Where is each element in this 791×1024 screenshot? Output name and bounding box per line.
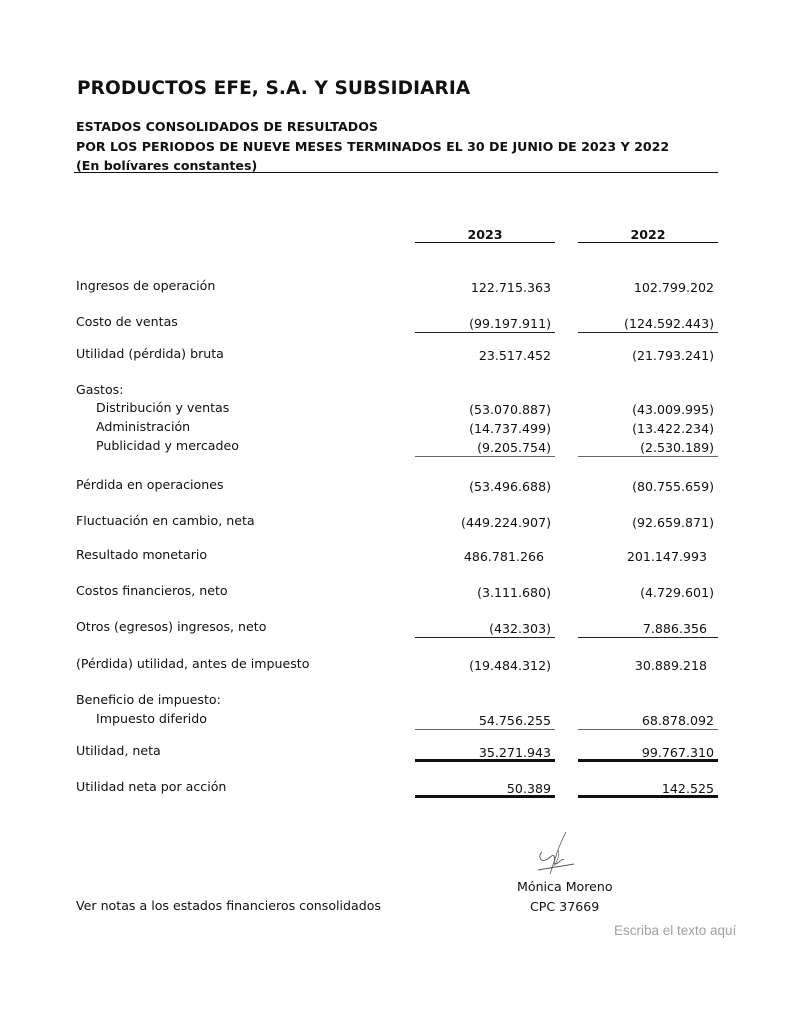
subtotal-rule bbox=[415, 456, 555, 457]
column-header-2022: 2022 bbox=[630, 227, 666, 242]
total-rule bbox=[578, 759, 718, 762]
row-value-2022: 99.767.310 bbox=[641, 745, 714, 760]
row-label-fluctuacion-cambio: Fluctuación en cambio, neta bbox=[76, 513, 255, 528]
total-rule bbox=[578, 795, 718, 798]
subtotal-rule bbox=[415, 332, 555, 333]
statement-period: POR LOS PERIODOS DE NUEVE MESES TERMINADOS EL 30 DE JUNIO DE 2023 Y 2022 bbox=[76, 139, 670, 154]
subtotal-rule bbox=[578, 637, 718, 638]
row-value-2022: (43.009.995) bbox=[632, 402, 714, 417]
row-label-otros-egresos-ingresos: Otros (egresos) ingresos, neto bbox=[76, 619, 267, 634]
row-label-beneficio-impuesto: Beneficio de impuesto: bbox=[76, 692, 221, 707]
column-header-rule-2022 bbox=[578, 242, 718, 243]
row-value-2022: 30.889.218 bbox=[634, 658, 707, 673]
signer-id: CPC 37669 bbox=[530, 899, 600, 914]
row-label-publicidad-mercadeo: Publicidad y mercadeo bbox=[96, 438, 239, 453]
total-rule bbox=[415, 795, 555, 798]
row-label-utilidad-bruta: Utilidad (pérdida) bruta bbox=[76, 346, 224, 361]
row-value-2023: 486.781.266 bbox=[463, 549, 544, 564]
row-label-impuesto-diferido: Impuesto diferido bbox=[96, 711, 207, 726]
row-label-gastos: Gastos: bbox=[76, 382, 124, 397]
row-value-2022: (2.530.189) bbox=[640, 440, 714, 455]
row-value-2023: 50.389 bbox=[506, 781, 551, 796]
signer-name: Mónica Moreno bbox=[517, 879, 613, 894]
row-value-2023: (432.303) bbox=[489, 621, 551, 636]
header-divider bbox=[74, 172, 718, 173]
row-value-2023: (19.484.312) bbox=[469, 658, 551, 673]
row-value-2022: (4.729.601) bbox=[640, 585, 714, 600]
row-label-antes-impuesto: (Pérdida) utilidad, antes de impuesto bbox=[76, 656, 310, 671]
row-label-administracion: Administración bbox=[96, 419, 191, 434]
row-value-2023: 122.715.363 bbox=[470, 280, 551, 295]
row-value-2022: (124.592.443) bbox=[624, 316, 714, 331]
company-title: PRODUCTOS EFE, S.A. Y SUBSIDIARIA bbox=[77, 78, 471, 99]
row-value-2022: 201.147.993 bbox=[626, 549, 707, 564]
row-value-2022: 142.525 bbox=[661, 781, 714, 796]
row-label-costos-financieros: Costos financieros, neto bbox=[76, 583, 228, 598]
row-value-2023: (99.197.911) bbox=[469, 316, 551, 331]
subtotal-rule bbox=[578, 332, 718, 333]
row-value-2023: (3.111.680) bbox=[477, 585, 551, 600]
row-value-2023: (53.070.887) bbox=[469, 402, 551, 417]
row-value-2022: 102.799.202 bbox=[633, 280, 714, 295]
row-value-2023: 23.517.452 bbox=[478, 348, 551, 363]
row-value-2022: 68.878.092 bbox=[641, 713, 714, 728]
text-box-placeholder[interactable]: Escriba el texto aquí bbox=[614, 923, 737, 938]
row-value-2022: (21.793.241) bbox=[632, 348, 714, 363]
subtotal-rule bbox=[415, 637, 555, 638]
subtotal-rule bbox=[578, 729, 718, 730]
row-value-2023: (53.496.688) bbox=[469, 479, 551, 494]
signature-mark bbox=[528, 830, 588, 880]
row-value-2023: (9.205.754) bbox=[477, 440, 551, 455]
statement-title: ESTADOS CONSOLIDADOS DE RESULTADOS bbox=[76, 119, 379, 134]
row-value-2022: 7.886.356 bbox=[642, 621, 707, 636]
row-label-utilidad-neta: Utilidad, neta bbox=[76, 743, 161, 758]
subtotal-rule bbox=[415, 729, 555, 730]
notes-reference: Ver notas a los estados financieros consolidados bbox=[76, 898, 381, 913]
row-label-costo-ventas: Costo de ventas bbox=[76, 314, 178, 329]
total-rule bbox=[415, 759, 555, 762]
column-header-2023: 2023 bbox=[467, 227, 503, 242]
row-label-distribucion-ventas: Distribución y ventas bbox=[96, 400, 230, 415]
row-label-perdida-operaciones: Pérdida en operaciones bbox=[76, 477, 224, 492]
row-value-2022: (80.755.659) bbox=[632, 479, 714, 494]
row-label-resultado-monetario: Resultado monetario bbox=[76, 547, 208, 562]
row-value-2023: (449.224.907) bbox=[461, 515, 551, 530]
column-header-rule-2023 bbox=[415, 242, 555, 243]
row-value-2022: (92.659.871) bbox=[632, 515, 714, 530]
currency-note: (En bolívares constantes) bbox=[76, 158, 258, 173]
row-label-utilidad-por-accion: Utilidad neta por acción bbox=[76, 779, 227, 794]
row-value-2023: (14.737.499) bbox=[469, 421, 551, 436]
subtotal-rule bbox=[578, 456, 718, 457]
row-value-2022: (13.422.234) bbox=[632, 421, 714, 436]
row-label-ingresos-operacion: Ingresos de operación bbox=[76, 278, 216, 293]
row-value-2023: 35.271.943 bbox=[478, 745, 551, 760]
row-value-2023: 54.756.255 bbox=[478, 713, 551, 728]
